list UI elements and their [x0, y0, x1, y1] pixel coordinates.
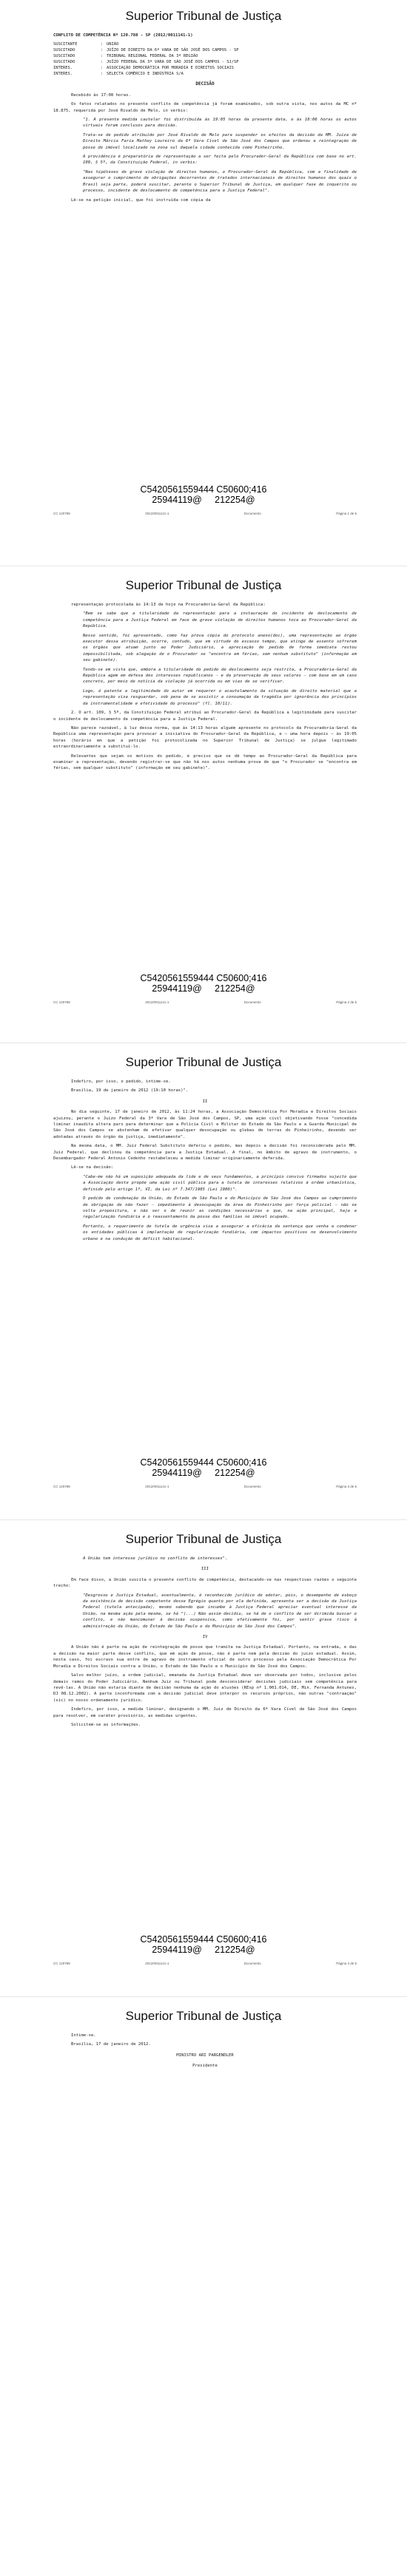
party-role: SUSCITANTE	[53, 42, 78, 47]
paragraph: Salvo melhor juízo, a ordem judicial, emanada da Justiça Estadual deve ser observada por todos, inclusive pelos demais ramos do Poder Judiciário. Nenhum Juiz ou Tribunal pode desconsiderar decisões judiciais sem competência para revê-las. A União não estaria diante de decisão nenhuma da ação do alusões (REsp nº 1.001.014, DE, Min. Fernanda Antunes, DJ 08.12.2002). A parte inconformada com a decisão judicial deve interpor os recursos próprios, não outras "contraação" (sic) no nosso ordenamento jurídico.	[53, 1673, 357, 1703]
decision-caption: DECISÃO	[195, 81, 215, 87]
paragraph: Relevantes que sejam os motivos do pedido, é preciso que se dê tempo ao Procurador-Geral da República para examinar a representação, devendo registrar-se que não há nos autos nenhuma prova de que "o Procurador se "encontra em férias, sem qualquer substituto" (informação em seu gabinete)".	[53, 753, 357, 771]
paragraph: Recebido às 17:08 horas.	[71, 92, 131, 98]
paragraph: Brasília, 17 de janeiro de 2012.	[71, 2042, 151, 2047]
footer-doc: Documento	[243, 512, 261, 515]
paragraph: Lê-se na petição inicial, que foi instruída com cópia da	[71, 197, 211, 203]
footer-case: CC 120788	[53, 1962, 70, 1965]
page-footer	[53, 1962, 357, 1965]
quoted-paragraph: A providência é preparatória de representação a ser feita pelo Procurador-Geral da República com base no art. 109, § 5º, da Constituição Federal, in verbis:	[83, 155, 357, 166]
page-body	[53, 33, 357, 206]
quoted-paragraph: "Cabe-me não há um suposição adequada da lide e de seus fundamentos, a princípio convivo firmados sujeito que a Associação deste propõe uma ação civil pública para a tutela de interesses relativos à ordem urbanística, definido pelo artigo 1º, VI, da Lei nº 7.347/1985 (Lei 1980)".	[83, 1174, 357, 1192]
quoted-paragraph: "Desgrosso e Justiça Estadual, eventualmente, é reconhecido jurídico de adotar, pois, o desempenho de esboço da existência de decisão competente desse Egrégio quanto por ela definida, apresenta ser a decisão da Justiça Federal (tutela antecipada), mesmo sabendo que incumbe à Justiça Federal apreciar eventual interesse da União, na mesma ação pela mesma, se há "(...) Não assim decidiu, se há de o conflito de ser dirimida buscar o conflito, e não mancomunar à decisão suspensiva, como efetivamente foi, por sentir grave risco à administração da União, do Estado de São Paulo e do Município de São José dos Campos".	[83, 1593, 357, 1629]
page-divider	[0, 1519, 407, 1520]
barcode-text	[0, 1934, 407, 1955]
paragraphs	[53, 2033, 357, 2070]
court-header: Superior Tribunal de Justiça	[125, 1532, 282, 1546]
party-row: SUSCITADO : TRIBUNAL REGIONAL FEDERAL DA 3ª REGIÃO	[53, 53, 357, 59]
document-page-1	[0, 0, 407, 566]
paragraph: Na mesma data, o MM. Juiz Federal Substituto deferiu o pedido, mas depois a decisão foi reconsiderada pelo MM. Juiz Federal, que declinou da competência para a Justiça Estadual. A final, no âmbito de agravo de instrumento, o Desembargador Federal Antonio Cedenho restabeleceu a medida liminar originariamente deferida.	[53, 1144, 357, 1162]
party-role: SUSCITADO	[53, 54, 75, 59]
quoted-paragraph: "Bem se sabe que a titularidade da representação para a instauração do incidente de deslocamento de competência para a Justiça Federal em face de grave violação de direitos humanos toca ao Procurador-Geral da República.	[83, 611, 357, 629]
paragraph: No dia seguinte, 17 de janeiro de 2012, às 11:24 horas, a Associação Democrática Por Moradia e Direitos Sociais ajuizou, perante o Juízo Federal da 3ª Vara de São José dos Campos, SP, uma ação civil objetivando fosse "concedida liminar inaudita altera pars para determinar que a Polícia Civil e Militar do Estado de São Paulo e a Guarda Municipal de São José dos Campos se abstenham de efetivar qualquer desocupação ou glebas de terras do Pinheirinho, devendo ser adotadas através do órgão da justiça, imediatamente".	[53, 1110, 357, 1139]
quoted-paragraph: Nesse sentido, foi apresentado, como faz prova cópia do protocolo anexo(doc), uma representação ao órgão executor dessa atribuição, ocorre, contudo, que em virtude do escasso tempo, que atinge de assento sofrerem os órgãos que atuam junto ao Poder Judiciário, a apreciação do pedido de forma imediata restou impossibilitada, sob alegação de o Procurador se "encontra em férias, sem nenhum substituto" (informação em seu gabinete).	[83, 633, 357, 663]
quoted-paragraph: "1. A presente medida cautelar foi distribuída às 19:05 horas da presente data, e às 18:06 horas os autos virtuais foram conclusos para decisão.	[83, 118, 357, 129]
party-name: JUÍZO DE DIREITO DA 6ª VARA DE SÃO JOSÉ DOS CAMPOS - SP	[107, 48, 239, 53]
footer-doc: Documento	[243, 1485, 261, 1488]
footer-doc: Documento	[243, 1000, 261, 1004]
party-row: SUSCITADO : JUÍZO FEDERAL DA 3ª VARA DE SÃO JOSÉ DOS CAMPOS - SJ/SP	[53, 59, 357, 65]
party-role: INTERES.	[53, 72, 73, 77]
paragraphs	[53, 1079, 357, 1242]
paragraph: Intime-se.	[71, 2033, 96, 2038]
barcode-text	[0, 484, 407, 505]
quoted-paragraph: Trata-se de pedido atribuído por José Rivaldo de Melo para suspender os efeitos da decisão da MM. Juíza de Direito Márcia Faria Mathey Loureiro da 6ª Vara Cível de São José dos Campos que ordenou a reintegração de posse do imóvel localizado na zona sul daquela cidade conhecida como Pinheirinho.	[83, 132, 357, 150]
party-row: SUSCITANTE : UNIÃO	[53, 41, 357, 47]
paragraph: Brasília, 19 de janeiro de 2012 (19:10 horas)".	[71, 1088, 189, 1094]
page-divider	[0, 1996, 407, 1997]
barcode-line-1: C5420561559444 C50600;416	[140, 484, 267, 495]
court-header: Superior Tribunal de Justiça	[125, 2009, 282, 2023]
parties-list	[53, 41, 357, 77]
party-row: INTERES. : ASSOCIAÇÃO DEMOCRÁTICA POR MORADIA E DIREITOS SOCIAIS	[53, 65, 357, 71]
footer-id: 2012/0011141-1	[145, 512, 169, 515]
quoted-paragraph: Tendo-se em vista que, embora a titularidade do pedido de deslocamento seja restrita, a Procuradoria-Geral da República agem em defesa dos interesses republicanos – e da preservação de seus valores – com base em um caso concreto, por meio de notícia da violação já ocorrida ou em vias de se verificar.	[83, 667, 357, 685]
quoted-paragraph: O pedido de condenação da União, do Estado de São Paulo e do Município de São José dos Campos ao cumprimento de obrigação de não fazer – impedimento à desocupação da área do Pinheirinho por força policial – não se volta propositura, e não ser o de reunir as condições necessárias e que, na ação principal, haja a regularização fundiária e o reassentamento da posse das famílias no imóvel ocupado.	[83, 1196, 357, 1220]
footer-page: Página 1 de 5	[336, 512, 357, 515]
barcode-text	[0, 973, 407, 994]
footer-case: CC 120788	[53, 1000, 70, 1004]
document-page-3	[0, 1046, 407, 1519]
paragraph: Não parece razoável, à luz dessa norma, que às 14:13 horas alguém apresente no protocolo da Procuradoria-Geral da República uma representação para provocar a iniciativa do Procurador-Geral da República, e – uma hora depois – às 19:05 horas (horário em que a petição foi protocolizada no Superior Tribunal de Justiça) se julgue legitimado extraordinariamente a substituí-lo.	[53, 725, 357, 750]
paragraph: 2. O art. 109, § 5º, da Constituição Federal atribuí ao Procurador-Geral da República a legitimidade para suscitar o incidente de deslocamento de competência para a Justiça Federal.	[53, 711, 357, 722]
barcode-line-1: C5420561559444 C50600;416	[140, 1934, 267, 1945]
footer-page: Página 4 de 5	[336, 1962, 357, 1965]
paragraph: Solicitem-se as informações.	[71, 1722, 141, 1727]
party-row: SUSCITADO : JUÍZO DE DIREITO DA 6ª VARA DE SÃO JOSÉ DOS CAMPOS - SP	[53, 47, 357, 53]
page-footer	[53, 512, 357, 515]
court-header: Superior Tribunal de Justiça	[125, 1055, 282, 1069]
centered-line: IV	[202, 1635, 208, 1640]
page-body	[53, 2033, 357, 2074]
paragraphs	[53, 92, 357, 203]
quoted-paragraph: "Nas hipóteses de grave violação de direitos humanos, o Procurador-Geral da República, com a finalidade de assegurar o cumprimento de obrigações decorrentes de tratados internacionais de direitos humanos dos quais o Brasil seja parte, poderá suscitar, perante o Superior Tribunal de Justiça, em qualquer fase do inquérito ou processo, incidente de deslocamento de competência para a Justiça Federal".	[83, 169, 357, 194]
party-name: JUÍZO FEDERAL DA 3ª VARA DE SÃO JOSÉ DOS CAMPOS - SJ/SP	[107, 60, 239, 65]
page-footer	[53, 1000, 357, 1004]
document-page-4	[0, 1523, 407, 1996]
paragraph: Os fatos relatados no presente conflito de competência já foram examinados, sob outra vista, nos autos da MC nº 18.875, requerida por José Rivaldo de Melo, in verbis:	[53, 102, 357, 113]
footer-case: CC 120788	[53, 512, 70, 515]
party-name: TRIBUNAL REGIONAL FEDERAL DA 3ª REGIÃO	[107, 54, 198, 59]
footer-id: 2012/0011141-1	[145, 1000, 169, 1004]
paragraph: Em face disso, a União suscita o presente conflito de competência, destacando-se nas respectivas razões o seguinte trecho:	[53, 1577, 357, 1589]
page-body	[53, 602, 357, 775]
party-row: INTERES. : SELECTA COMÉRCIO E INDÚSTRIA S/A	[53, 71, 357, 77]
party-role: SUSCITADO	[53, 48, 75, 53]
party-name: ASSOCIAÇÃO DEMOCRÁTICA POR MORADIA E DIREITOS SOCIAIS	[107, 66, 235, 71]
paragraph: Indefiro, por isso, o pedido, intime-se.	[71, 1079, 171, 1084]
centered-line: MINISTRO ARI PARGENDLER	[176, 2053, 234, 2058]
barcode-line-1: C5420561559444 C50600;416	[140, 973, 267, 983]
barcode-line-2: 25944119@ 212254@	[152, 983, 255, 994]
paragraphs	[53, 1556, 357, 1728]
party-name: UNIÃO	[107, 42, 119, 47]
court-header: Superior Tribunal de Justiça	[125, 9, 282, 23]
party-role: INTERES.	[53, 66, 73, 71]
centered-line: II	[202, 1099, 208, 1104]
footer-id: 2012/0011141-1	[145, 1485, 169, 1488]
paragraph: Lê-se na decisão:	[71, 1165, 114, 1170]
footer-page: Página 2 de 5	[336, 1000, 357, 1004]
document-page-5	[0, 2000, 407, 2576]
paragraphs	[53, 602, 357, 772]
paragraph: A União não é parte na ação de reintegração de posse que tramita na Justiça Estadual. Portanto, na entrada, e das a decisão na maior parte desse conflito, que em ação de posse, não é parte nem pela decisão do juízo estadual. Assim, nesta caso, foi escravo sua entre de agravo de instrumento oficial de outro processo pela Associação Democrática Por Moradia e Direitos Sociais contra a União, o Estado de São Paulo e o Município de São José dos Campos.	[53, 1645, 357, 1669]
footer-page: Página 3 de 5	[336, 1485, 357, 1488]
footer-case: CC 120788	[53, 1485, 70, 1488]
centered-line: Presidente	[192, 2064, 218, 2069]
paragraph: Indefiro, por isso, a medida liminar, designando o MM. Juiz de Direito da 6ª Vara Cível de São José dos Campos para resolver, em caráter provisório, as medidas urgentes.	[53, 1707, 357, 1718]
barcode-text	[0, 1457, 407, 1478]
barcode-line-2: 25944119@ 212254@	[152, 1468, 255, 1478]
paragraph: representação protocolada às 14:13 de hoje na Procuradoria-Geral da República:	[71, 603, 266, 607]
quoted-paragraph: Portanto, o requerimento de tutela de urgência visa a assegurar a eficácia da sentença que venha a condenar os entidades públicas à implantação de regularização fundiária, com impactos positivos no desenvolvimento urbano e na condução do déficit habitacional.	[83, 1224, 357, 1241]
barcode-line-1: C5420561559444 C50600;416	[140, 1457, 267, 1468]
party-role: SUSCITADO	[53, 60, 75, 65]
quoted-paragraph: Logo, é patente a legitimidade do autor em requerer o acautelamento da situação de direito material que a representação visa resguardar, sob pena de se assistir a consumação da tragédia por ignorância dos princípios da instrumentalidade e efetividade do processo" (fl. 10/11).	[83, 688, 357, 706]
case-number: CONFLITO DE COMPETÊNCIA Nº 120.788 - SP (2012/0011141-1)	[53, 33, 193, 38]
page-body	[53, 1079, 357, 1245]
party-name: SELECTA COMÉRCIO E INDÚSTRIA S/A	[107, 72, 184, 77]
page-footer	[53, 1485, 357, 1488]
document-page-2	[0, 569, 407, 1043]
court-header: Superior Tribunal de Justiça	[125, 578, 282, 592]
page-body	[53, 1556, 357, 1731]
quoted-paragraph: A União tem interesse jurídico no conflito de interesses".	[83, 1556, 228, 1561]
barcode-line-2: 25944119@ 212254@	[152, 495, 255, 505]
centered-line: III	[201, 1567, 209, 1572]
barcode-line-2: 25944119@ 212254@	[152, 1945, 255, 1955]
footer-id: 2012/0011141-1	[145, 1962, 169, 1965]
footer-doc: Documento	[243, 1962, 261, 1965]
